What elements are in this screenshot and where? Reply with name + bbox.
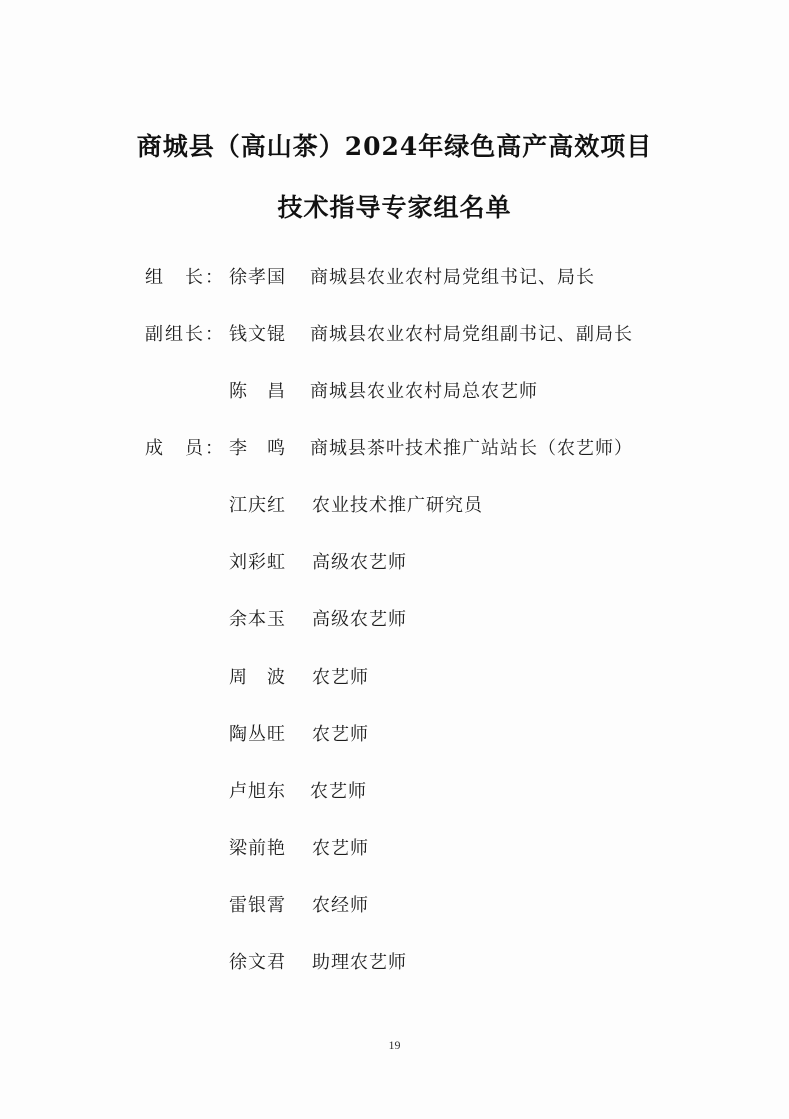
member-title: 农艺师	[312, 667, 369, 688]
member-name: 卢旭东	[229, 781, 286, 802]
member-title: 高级农艺师	[312, 609, 407, 630]
document-title-line-2: 技术指导专家组名单	[277, 193, 512, 222]
member-title: 商城县茶叶技术推广站站长（农艺师）	[310, 438, 633, 459]
member-name: 陈 昌	[229, 381, 286, 402]
member-title: 农艺师	[310, 781, 367, 802]
member-name: 李 鸣	[229, 438, 286, 459]
member-name: 梁前艳	[229, 838, 286, 859]
member-name: 雷银霄	[229, 895, 286, 916]
member-name: 陶丛旺	[229, 724, 286, 745]
member-title: 农艺师	[312, 838, 369, 859]
member-name: 钱文锟	[229, 324, 286, 345]
member-name: 周 波	[229, 667, 286, 688]
member-name: 刘彩虹	[229, 552, 286, 573]
member-name: 江庆红	[229, 495, 286, 516]
member-name: 徐孝国	[229, 267, 286, 288]
member-name: 余本玉	[229, 609, 286, 630]
member-title: 助理农艺师	[312, 952, 407, 973]
member-role: 成 员：	[145, 438, 225, 459]
member-title: 农艺师	[312, 724, 369, 745]
member-role: 副组长：	[145, 324, 225, 345]
page-number: 19	[388, 1038, 401, 1052]
member-title: 商城县农业农村局总农艺师	[310, 381, 538, 402]
member-title: 农业技术推广研究员	[312, 495, 483, 516]
member-role: 组 长：	[145, 267, 225, 288]
member-title: 农经师	[312, 895, 369, 916]
member-name: 徐文君	[229, 952, 286, 973]
member-title: 商城县农业农村局党组书记、局长	[310, 267, 595, 288]
member-title: 高级农艺师	[312, 552, 407, 573]
document-title-line-1: 商城县（高山茶）2024年绿色高产高效项目	[136, 132, 653, 161]
member-title: 商城县农业农村局党组副书记、副局长	[310, 324, 633, 345]
